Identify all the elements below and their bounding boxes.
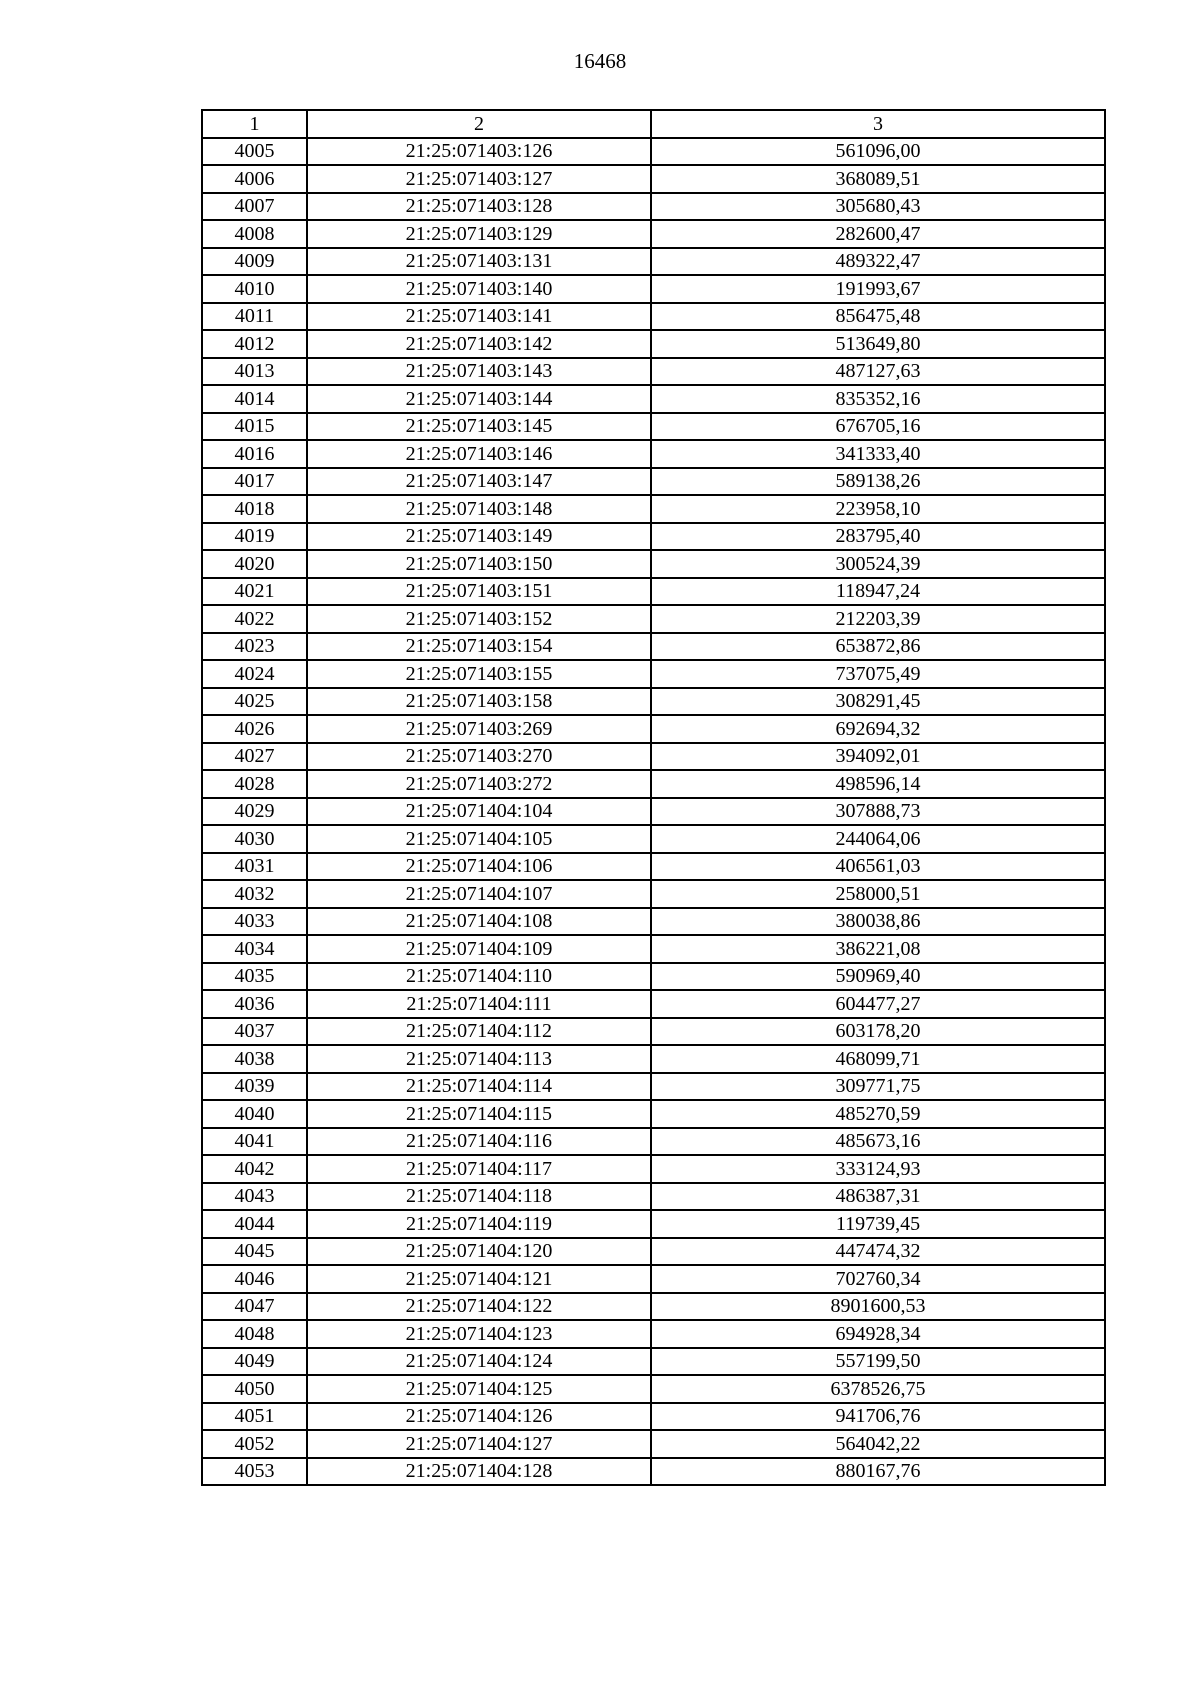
cell-row-number: 4041: [202, 1128, 307, 1156]
table-row: [202, 275, 1105, 303]
table-row: [202, 935, 1105, 963]
cell-cadastral-number: 21:25:071403:145: [307, 413, 651, 441]
cell-value: 447474,32: [651, 1238, 1105, 1266]
header-col-3: 3: [651, 110, 1105, 138]
table-row: [202, 1073, 1105, 1101]
cell-value: 589138,26: [651, 468, 1105, 496]
cell-cadastral-number: 21:25:071404:117: [307, 1155, 651, 1183]
cell-value: 941706,76: [651, 1403, 1105, 1431]
cell-row-number: 4012: [202, 330, 307, 358]
cell-row-number: 4028: [202, 770, 307, 798]
page-number: 16468: [573, 49, 627, 73]
cell-row-number: 4051: [202, 1403, 307, 1431]
table-row: [202, 1375, 1105, 1403]
cell-row-number: 4016: [202, 440, 307, 468]
cell-cadastral-number: 21:25:071403:140: [307, 275, 651, 303]
cell-value: 341333,40: [651, 440, 1105, 468]
cell-cadastral-number: 21:25:071404:108: [307, 908, 651, 936]
cell-cadastral-number: 21:25:071403:150: [307, 550, 651, 578]
cell-cadastral-number: 21:25:071403:151: [307, 578, 651, 606]
table-row: [202, 1403, 1105, 1431]
table-row: [202, 1128, 1105, 1156]
table-row: [202, 1018, 1105, 1046]
cell-cadastral-number: 21:25:071404:125: [307, 1375, 651, 1403]
cell-value: 283795,40: [651, 523, 1105, 551]
cell-cadastral-number: 21:25:071404:128: [307, 1458, 651, 1486]
cell-value: 604477,27: [651, 990, 1105, 1018]
cell-cadastral-number: 21:25:071404:109: [307, 935, 651, 963]
cell-row-number: 4018: [202, 495, 307, 523]
cell-row-number: 4038: [202, 1045, 307, 1073]
cell-row-number: 4031: [202, 853, 307, 881]
cell-cadastral-number: 21:25:071403:269: [307, 715, 651, 743]
table-row: [202, 1183, 1105, 1211]
cell-value: 835352,16: [651, 385, 1105, 413]
cell-row-number: 4021: [202, 578, 307, 606]
cell-value: 380038,86: [651, 908, 1105, 936]
cell-row-number: 4025: [202, 688, 307, 716]
cell-cadastral-number: 21:25:071404:118: [307, 1183, 651, 1211]
cell-value: 590969,40: [651, 963, 1105, 991]
cell-cadastral-number: 21:25:071404:112: [307, 1018, 651, 1046]
table-row: [202, 715, 1105, 743]
cell-cadastral-number: 21:25:071403:146: [307, 440, 651, 468]
cell-row-number: 4008: [202, 220, 307, 248]
cell-value: 212203,39: [651, 605, 1105, 633]
cell-row-number: 4024: [202, 660, 307, 688]
cell-value: 513649,80: [651, 330, 1105, 358]
cell-row-number: 4042: [202, 1155, 307, 1183]
table-row: [202, 440, 1105, 468]
cell-value: 489322,47: [651, 248, 1105, 276]
cell-cadastral-number: 21:25:071403:131: [307, 248, 651, 276]
cell-cadastral-number: 21:25:071404:106: [307, 853, 651, 881]
cell-value: 561096,00: [651, 138, 1105, 166]
cell-value: 119739,45: [651, 1210, 1105, 1238]
table-row: [202, 1210, 1105, 1238]
table-row: [202, 138, 1105, 166]
table-row: [202, 385, 1105, 413]
table-row: [202, 990, 1105, 1018]
table-row: [202, 1458, 1105, 1486]
cell-cadastral-number: 21:25:071404:116: [307, 1128, 651, 1156]
cell-value: 486387,31: [651, 1183, 1105, 1211]
cell-value: 308291,45: [651, 688, 1105, 716]
cell-cadastral-number: 21:25:071403:142: [307, 330, 651, 358]
cell-row-number: 4010: [202, 275, 307, 303]
cell-value: 258000,51: [651, 880, 1105, 908]
cell-value: 694928,34: [651, 1320, 1105, 1348]
cell-value: 485673,16: [651, 1128, 1105, 1156]
cell-cadastral-number: 21:25:071403:126: [307, 138, 651, 166]
cell-row-number: 4045: [202, 1238, 307, 1266]
cell-cadastral-number: 21:25:071404:119: [307, 1210, 651, 1238]
table-row: [202, 688, 1105, 716]
cell-value: 333124,93: [651, 1155, 1105, 1183]
cell-cadastral-number: 21:25:071404:114: [307, 1073, 651, 1101]
cell-value: 498596,14: [651, 770, 1105, 798]
table-row: [202, 248, 1105, 276]
cell-cadastral-number: 21:25:071404:126: [307, 1403, 651, 1431]
cell-value: 223958,10: [651, 495, 1105, 523]
cell-cadastral-number: 21:25:071403:147: [307, 468, 651, 496]
cell-row-number: 4033: [202, 908, 307, 936]
cell-cadastral-number: 21:25:071404:110: [307, 963, 651, 991]
cell-row-number: 4044: [202, 1210, 307, 1238]
cell-value: 487127,63: [651, 358, 1105, 386]
table-row: [202, 330, 1105, 358]
cell-row-number: 4005: [202, 138, 307, 166]
header-row: [202, 110, 1105, 138]
cell-row-number: 4015: [202, 413, 307, 441]
cell-cadastral-number: 21:25:071403:152: [307, 605, 651, 633]
cell-row-number: 4023: [202, 633, 307, 661]
cell-cadastral-number: 21:25:071403:149: [307, 523, 651, 551]
cell-cadastral-number: 21:25:071404:124: [307, 1348, 651, 1376]
cell-row-number: 4019: [202, 523, 307, 551]
cell-row-number: 4047: [202, 1293, 307, 1321]
table-row: [202, 578, 1105, 606]
cell-value: 692694,32: [651, 715, 1105, 743]
cell-row-number: 4022: [202, 605, 307, 633]
cell-value: 737075,49: [651, 660, 1105, 688]
cell-cadastral-number: 21:25:071403:158: [307, 688, 651, 716]
cell-value: 307888,73: [651, 798, 1105, 826]
cell-row-number: 4011: [202, 303, 307, 331]
cell-value: 406561,03: [651, 853, 1105, 881]
cell-row-number: 4014: [202, 385, 307, 413]
table-row: [202, 220, 1105, 248]
table-row: [202, 825, 1105, 853]
table-row: [202, 1155, 1105, 1183]
cell-row-number: 4046: [202, 1265, 307, 1293]
table-row: [202, 798, 1105, 826]
table-row: [202, 523, 1105, 551]
table-row: [202, 880, 1105, 908]
table-row: [202, 165, 1105, 193]
cell-row-number: 4052: [202, 1430, 307, 1458]
table-row: [202, 908, 1105, 936]
cell-cadastral-number: 21:25:071404:113: [307, 1045, 651, 1073]
cell-value: 309771,75: [651, 1073, 1105, 1101]
cell-row-number: 4013: [202, 358, 307, 386]
cell-row-number: 4039: [202, 1073, 307, 1101]
cell-row-number: 4007: [202, 193, 307, 221]
cell-row-number: 4043: [202, 1183, 307, 1211]
table-row: [202, 605, 1105, 633]
cell-row-number: 4020: [202, 550, 307, 578]
cell-value: 282600,47: [651, 220, 1105, 248]
cell-cadastral-number: 21:25:071404:107: [307, 880, 651, 908]
cell-value: 880167,76: [651, 1458, 1105, 1486]
cell-value: 557199,50: [651, 1348, 1105, 1376]
table-row: [202, 660, 1105, 688]
cell-value: 6378526,75: [651, 1375, 1105, 1403]
cell-value: 702760,34: [651, 1265, 1105, 1293]
table-row: [202, 1045, 1105, 1073]
cell-value: 244064,06: [651, 825, 1105, 853]
cell-row-number: 4034: [202, 935, 307, 963]
cell-cadastral-number: 21:25:071403:127: [307, 165, 651, 193]
cell-row-number: 4027: [202, 743, 307, 771]
cell-row-number: 4029: [202, 798, 307, 826]
cell-row-number: 4030: [202, 825, 307, 853]
cell-cadastral-number: 21:25:071404:121: [307, 1265, 651, 1293]
cell-value: 191993,67: [651, 275, 1105, 303]
cell-row-number: 4009: [202, 248, 307, 276]
cell-row-number: 4032: [202, 880, 307, 908]
table-row: [202, 963, 1105, 991]
cell-row-number: 4036: [202, 990, 307, 1018]
cell-cadastral-number: 21:25:071403:155: [307, 660, 651, 688]
cell-cadastral-number: 21:25:071404:104: [307, 798, 651, 826]
cell-row-number: 4050: [202, 1375, 307, 1403]
cell-value: 118947,24: [651, 578, 1105, 606]
registry-table: [201, 109, 1106, 1486]
cell-row-number: 4035: [202, 963, 307, 991]
cell-value: 564042,22: [651, 1430, 1105, 1458]
table-row: [202, 358, 1105, 386]
cell-cadastral-number: 21:25:071403:141: [307, 303, 651, 331]
cell-value: 856475,48: [651, 303, 1105, 331]
table-header: [202, 110, 1105, 138]
cell-cadastral-number: 21:25:071404:122: [307, 1293, 651, 1321]
cell-value: 300524,39: [651, 550, 1105, 578]
table-row: [202, 1238, 1105, 1266]
cell-row-number: 4017: [202, 468, 307, 496]
cell-cadastral-number: 21:25:071403:154: [307, 633, 651, 661]
table-row: [202, 633, 1105, 661]
cell-value: 485270,59: [651, 1100, 1105, 1128]
cell-cadastral-number: 21:25:071403:270: [307, 743, 651, 771]
cell-value: 368089,51: [651, 165, 1105, 193]
cell-value: 394092,01: [651, 743, 1105, 771]
cell-cadastral-number: 21:25:071404:120: [307, 1238, 651, 1266]
cell-value: 468099,71: [651, 1045, 1105, 1073]
cell-value: 386221,08: [651, 935, 1105, 963]
cell-value: 8901600,53: [651, 1293, 1105, 1321]
cell-cadastral-number: 21:25:071403:148: [307, 495, 651, 523]
table-row: [202, 1100, 1105, 1128]
cell-value: 676705,16: [651, 413, 1105, 441]
cell-row-number: 4037: [202, 1018, 307, 1046]
header-col-2: 2: [307, 110, 651, 138]
table-row: [202, 550, 1105, 578]
cell-cadastral-number: 21:25:071403:144: [307, 385, 651, 413]
cell-cadastral-number: 21:25:071404:127: [307, 1430, 651, 1458]
cell-cadastral-number: 21:25:071404:105: [307, 825, 651, 853]
cell-cadastral-number: 21:25:071404:111: [307, 990, 651, 1018]
cell-cadastral-number: 21:25:071403:143: [307, 358, 651, 386]
table-row: [202, 743, 1105, 771]
table-row: [202, 303, 1105, 331]
cell-row-number: 4049: [202, 1348, 307, 1376]
cell-row-number: 4048: [202, 1320, 307, 1348]
table-row: [202, 495, 1105, 523]
cell-cadastral-number: 21:25:071403:128: [307, 193, 651, 221]
cell-cadastral-number: 21:25:071403:272: [307, 770, 651, 798]
table-row: [202, 1320, 1105, 1348]
table-row: [202, 1348, 1105, 1376]
table-row: [202, 1265, 1105, 1293]
cell-cadastral-number: 21:25:071403:129: [307, 220, 651, 248]
table-row: [202, 1430, 1105, 1458]
table-row: [202, 413, 1105, 441]
header-col-1: 1: [202, 110, 307, 138]
table-row: [202, 1293, 1105, 1321]
table-row: [202, 853, 1105, 881]
cell-cadastral-number: 21:25:071404:115: [307, 1100, 651, 1128]
table-row: [202, 193, 1105, 221]
cell-row-number: 4006: [202, 165, 307, 193]
table-row: [202, 468, 1105, 496]
cell-value: 603178,20: [651, 1018, 1105, 1046]
cell-value: 653872,86: [651, 633, 1105, 661]
table-row: [202, 770, 1105, 798]
cell-row-number: 4040: [202, 1100, 307, 1128]
cell-value: 305680,43: [651, 193, 1105, 221]
table-body: [202, 138, 1105, 1486]
cell-cadastral-number: 21:25:071404:123: [307, 1320, 651, 1348]
cell-row-number: 4026: [202, 715, 307, 743]
cell-row-number: 4053: [202, 1458, 307, 1486]
